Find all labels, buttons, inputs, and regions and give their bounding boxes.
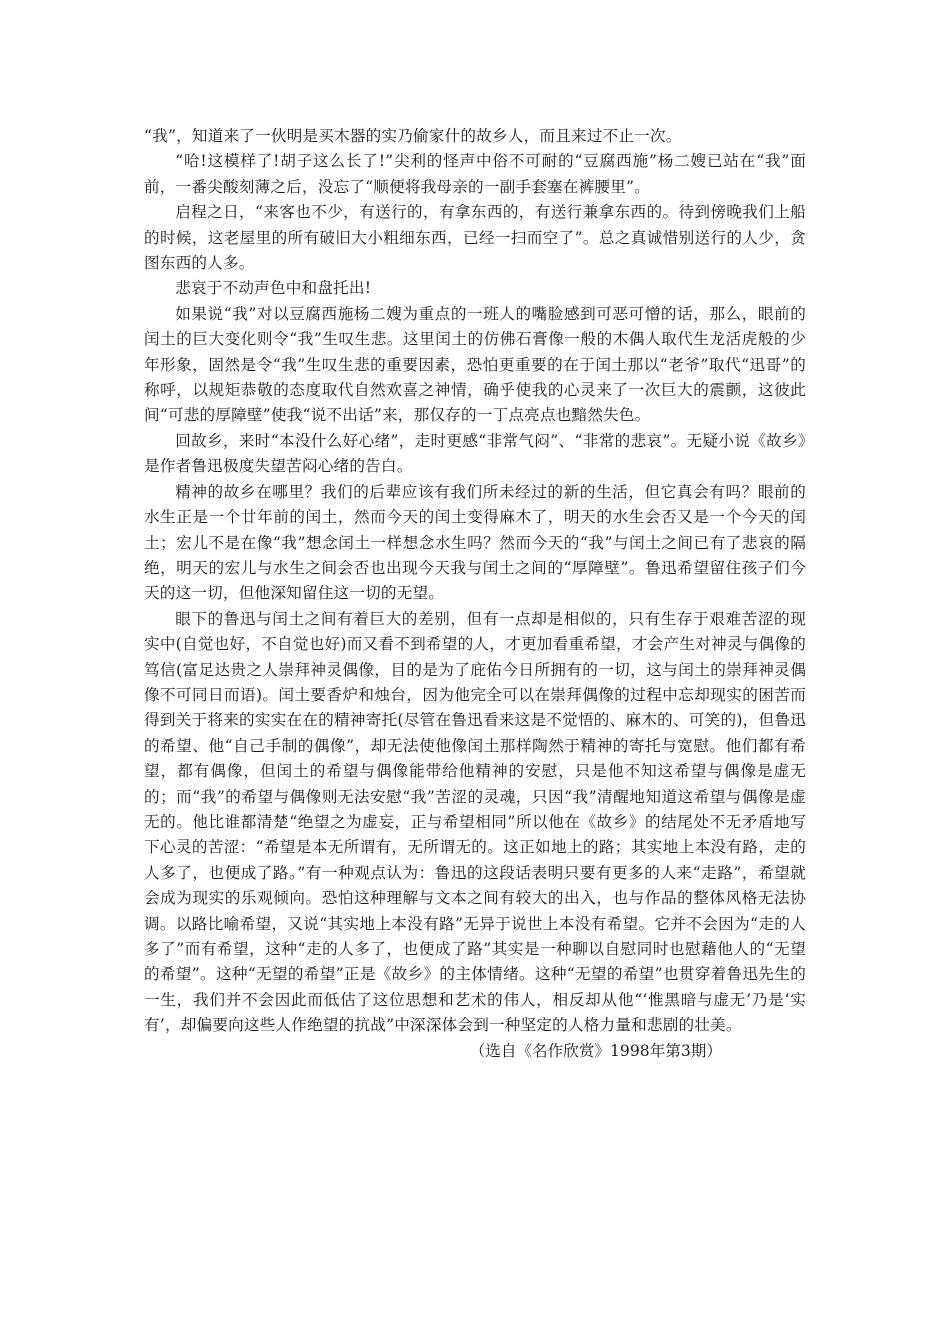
source-citation: （选自《名作欣赏》1998年第3期） (469, 1041, 722, 1060)
paragraph-4: 悲哀于不动声色中和盘托出! (175, 279, 372, 298)
paragraph-8: 眼下的鲁迅与闰土之间有着巨大的差别，但有一点却是相似的，只有生存于艰难苦涩的现实中(自觉也好，不自觉也好)而又看不到希望的人，才更加看重希望，才会产生对神灵与偶像的笃信(富足达贵之人崇拜神灵偶像，目的是为了庇佑今日所拥有的一切，这与闰土的崇拜神灵偶像不可同日而语)。闰土要香炉和烛台，因为他完全可以在崇拜偶像的过程中忘却现实的困苦而得到关于将来的实实在在的精神寄托(尽管在鲁迅看来这是不觉悟的、麻木的、可笑的)，但鲁迅的希望、他“自己手制的偶像”，却无法使他像闰土那样陶然于精神的寄托与宽慰。他们都有希望，都有偶像，但闰土的希望与偶像能带给他精神的安慰，只是他不知这希望与偶像是虚无的；而“我”的希望与偶像则无法安慰“我”苦涩的灵魂，只因“我”清醒地知道这希望与偶像是虚无的。他比谁都清楚“绝望之为虚妄，正与希望相同”所以他在《故乡》的结尾处不无矛盾地写下心灵的苦涩：“希望是本无所谓有，无所谓无的。这正如地上的路；其实地上本没有路，走的人多了，也便成了路。”有一种观点认为：鲁迅的这段话表明只要有更多的人来“走路”，希望就会成为现实的乐观倾向。恐怕这种理解与文本之间有较大的出入，也与作品的整体风格无法协调。以路比喻希望，又说“其实地上本没有路”无异于说世上本没有希望。它并不会因为“走的人多了”而有希望，这种“走的人多了，也便成了路”其实是一种聊以自慰同时也慰藉他人的“无望的希望”。这种“无望的希望”正是《故乡》的主体情绪。这种“无望的希望”也贯穿着鲁迅先生的一生，我们并不会因此而低估了这位思想和艺术的伟人，相反却从他“‘惟黑暗与虚无’乃是‘实有’，却偏要向这些人作绝望的抗战”中深深体会到一种坚定的人格力量和悲剧的壮美。 (144, 609, 806, 1035)
paragraph-1: “我”，知道来了一伙明是买木器的实乃偷家什的故乡人，而且来过不止一次。 (144, 127, 682, 145)
paragraph-7: 精神的故乡在哪里？我们的后辈应该有我们所未经过的新的生活，但它真会有吗？眼前的水生正是一个廿年前的闰土，然而今天的闰土变得麻木了，明天的水生会否又是一个今天的闰土；宏儿不是在像“我”想念闰土一样想念水生吗？然而今天的“我”与闰土之间已有了悲哀的隔绝，明天的宏儿与水生之间会否也出现今天我与闰土之间的“厚障壁”。鲁迅希望留住孩子们今天的这一切，但他深知留住这一切的无望。 (144, 482, 806, 603)
document-page (144, 124, 806, 1064)
paragraph-2: “哈!这模样了!胡子这么长了!”尖利的怪声中俗不可耐的“豆腐西施”杨二嫂已站在“我”面前，一番尖酸刻薄之后，没忘了“顺便将我母亲的一副手套塞在裤腰里”。 (144, 152, 806, 196)
paragraph-3: 启程之日，“来客也不少，有送行的，有拿东西的，有送行兼拿东西的。待到傍晚我们上船的时候，这老屋里的所有破旧大小粗细东西，已经一扫而空了”。总之真诚惜别送行的人少，贪图东西的人多。 (144, 203, 806, 273)
paragraph-5: 如果说“我”对以豆腐西施杨二嫂为重点的一班人的嘴脸感到可恶可憎的话，那么，眼前的闰土的巨大变化则令“我”生叹生悲。这里闰土的仿佛石膏像一般的木偶人取代生龙活虎般的少年形象，固然是令“我”生叹生悲的重要因素，恐怕更重要的在于闰土那以“老爷”取代“迅哥”的称呼，以规矩恭敬的态度取代自然欢喜之神情，确乎使我的心灵来了一次巨大的震颤，这彼此间“可悲的厚障壁”使我“说不出话”来，那仅存的一丁点亮点也黯然失色。 (144, 304, 806, 425)
paragraph-6: 回故乡，来时“本没什么好心绪”，走时更感“非常气闷”、“非常的悲哀”。无疑小说《故乡》是作者鲁迅极度失望苦闷心绪的告白。 (144, 431, 806, 476)
